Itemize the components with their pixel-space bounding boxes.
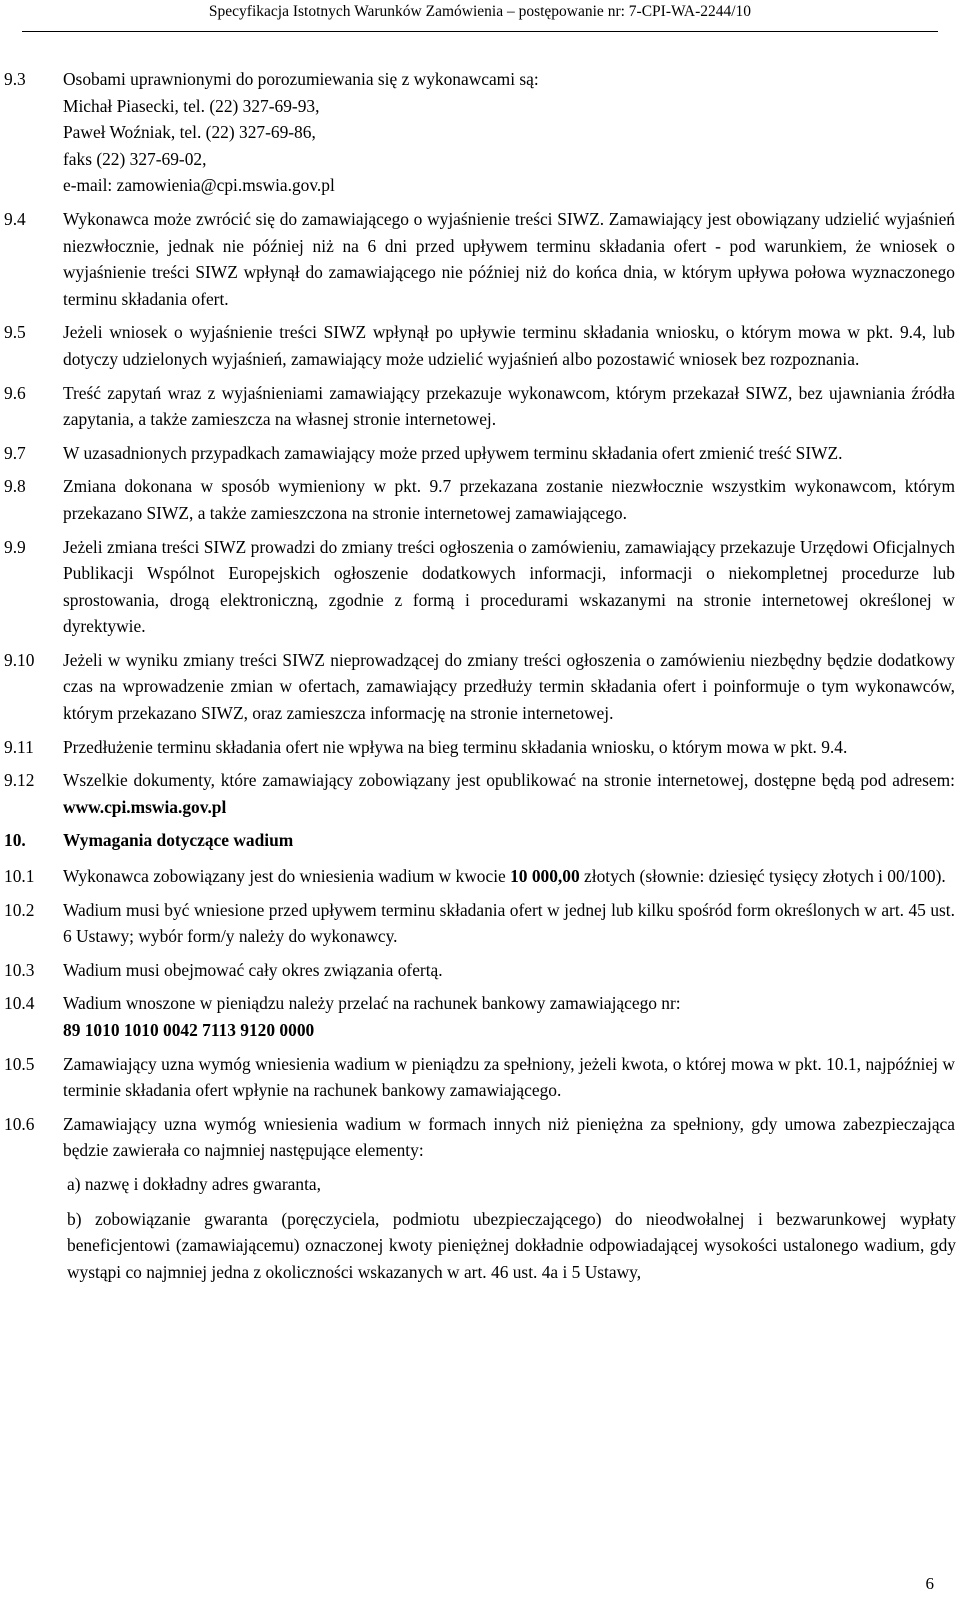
- section-text: Zamawiający uzna wymóg wniesienia wadium w formach innych niż pieniężna za spełniony, gdy umowa zabezpieczająca będzie zawierała co najmniej następujące elementy:: [63, 1113, 955, 1161]
- section-number: 9.7: [4, 442, 26, 463]
- section-text-main: Wadium wnoszone w pieniądzu należy przelać na rachunek bankowy zamawiającego nr:: [63, 993, 681, 1014]
- section-text: Jeżeli wniosek o wyjaśnienie treści SIWZ wpłynął po upływie terminu składania wniosku, o którym mowa w pkt. 9.4, lub dotyczy udzielonych wyjaśnień, zamawiający może udzielić wyjaśnień albo pozostawić wniosek bez rozpoznania.: [63, 322, 955, 369]
- section-text: Przedłużenie terminu składania ofert nie wpływa na bieg terminu składania wniosku, o którym mowa w pkt. 9.4.: [63, 736, 848, 757]
- bank-account-number: 89 1010 1010 0042 7113 9120 0000: [63, 1020, 315, 1040]
- section-text: [63, 863, 955, 890]
- section-text: Wykonawca może zwrócić się do zamawiającego o wyjaśnienie treści SIWZ. Zamawiający jest obowiązany udzielić wyjaśnień niezwłocznie, jednak nie później niż na 6 dni przed upływem terminu składania ofert - pod warunkiem, że wniosek o wyjaśnienie treści SIWZ wpłynął do zamawiającego nie później niż do końca dnia, w którym upływa połowa wyznaczonego terminu składania ofert.: [63, 208, 955, 309]
- section-text: W uzasadnionych przypadkach zamawiający może przed upływem terminu składania ofert zmienić treść SIWZ.: [63, 442, 843, 463]
- section-9-12: [4, 767, 956, 820]
- section-text: [63, 767, 955, 820]
- section-number: 10.2: [4, 899, 35, 920]
- contact-person-2: Paweł Woźniak, tel. (22) 327-69-86,: [63, 122, 316, 143]
- list-item-a: a) nazwę i dokładny adres gwaranta,: [67, 1173, 321, 1194]
- section-text: Jeżeli w wyniku zmiany treści SIWZ nieprowadzącej do zmiany treści ogłoszenia o zamówieniu niezbędny będzie dodatkowy czas na wprowadzenie zmian w ofertach, zamawiający przedłuży termin składania ofert i poinformuje o tym wykonawców, którym przekazano SIWZ, oraz zamieszcza informację na stronie internetowej.: [63, 649, 955, 724]
- section-10-heading: [4, 827, 956, 854]
- section-number: 9.4: [4, 208, 26, 229]
- section-number: 10.5: [4, 1053, 35, 1074]
- section-text: Zamawiający uzna wymóg wniesienia wadium w pieniądzu za spełniony, jeżeli kwota, o której mowa w pkt. 10.1, najpóźniej w terminie składania ofert wpłynie na rachunek bankowy zamawiającego.: [63, 1053, 955, 1101]
- section-text-main: Wszelkie dokumenty, które zamawiający zobowiązany jest opublikować na stronie internetowej, dostępne będą pod adresem:: [63, 770, 955, 791]
- section-text: Wadium musi obejmować cały okres związania ofertą.: [63, 959, 443, 980]
- section-title: Wymagania dotyczące wadium: [63, 830, 294, 851]
- section-number: 9.6: [4, 382, 26, 403]
- section-number: 9.8: [4, 476, 26, 497]
- section-10-5: [4, 1051, 956, 1104]
- section-9-4: [4, 206, 956, 312]
- section-number: 9.12: [4, 770, 35, 791]
- section-10-1: [4, 863, 956, 890]
- section-10-3: [4, 957, 956, 984]
- section-text-a: Wykonawca zobowiązany jest do wniesienia wadium w kwocie: [63, 866, 511, 887]
- section-text: Zmiana dokonana w sposób wymieniony w pkt. 9.7 przekazana zostanie niezwłocznie wszystkim wykonawcom, którym przekazano SIWZ, a także zamieszczona na stronie internetowej zamawiającego.: [63, 476, 955, 523]
- section-9-5: [4, 319, 956, 372]
- contact-intro: Osobami uprawnionymi do porozumiewania się z wykonawcami są:: [63, 69, 539, 89]
- section-text: [63, 990, 955, 1043]
- section-text: Jeżeli zmiana treści SIWZ prowadzi do zmiany treści ogłoszenia o zamówieniu, zamawiający przekazuje Urzędowi Oficjalnych Publikacji Wspólnot Europejskich ogłoszenie dodatkowych informacji, informacji o niekompletnej procedurze lub sprostowania, drogą elektroniczną, zgodnie z formą i procedurami wskazanymi na stronie internetowej określonej w dyrektywie.: [63, 536, 955, 637]
- contact-fax: faks (22) 327-69-02,: [63, 148, 207, 169]
- section-10-6: [4, 1111, 956, 1164]
- section-text: Wadium musi być wniesione przed upływem terminu składania ofert w jednej lub kilku spośród form określonych w art. 45 ust. 6 Ustawy; wybór form/y należy do wykonawcy.: [63, 899, 955, 947]
- section-text-b: złotych (słownie: dziesięć tysięcy złotych i 00/100).: [579, 866, 946, 887]
- contact-person-1: Michał Piasecki, tel. (22) 327-69-93,: [63, 95, 320, 116]
- header-rule: [22, 31, 938, 32]
- section-9-7: [4, 440, 956, 467]
- section-number: 10.4: [4, 993, 35, 1014]
- wadium-amount: 10 000,00: [510, 866, 580, 887]
- section-number: 10.1: [4, 866, 35, 887]
- section-10-2: [4, 897, 956, 950]
- section-number: 10.: [4, 830, 26, 851]
- section-9-6: [4, 380, 956, 433]
- section-number: 9.5: [4, 322, 26, 343]
- section-9-3: [4, 66, 956, 199]
- section-number: 9.3: [4, 69, 26, 89]
- section-text: Treść zapytań wraz z wyjaśnieniami zamawiający przekazuje wykonawcom, którym przekazał SIWZ, bez ujawniania źródła zapytania, a także zamieszcza na własnej stronie internetowej.: [63, 382, 955, 430]
- section-number: 9.11: [4, 736, 34, 757]
- running-header: Specyfikacja Istotnych Warunków Zamówienia – postępowanie nr: 7-CPI-WA-2244/10: [208, 3, 752, 20]
- list-item-b: b) zobowiązanie gwaranta (poręczyciela, podmiotu ubezpieczającego) do nieodwołalnej i bezwarunkowej wypłaty beneficjentowi (zamawiającemu) oznaczonej kwoty pieniężnej dokładnie odpowiadającej wysokości ustalonego wadium, gdy wystąpi co najmniej jedna z okoliczności wskazanych w art. 46 ust. 4a i 5 Ustawy,: [67, 1208, 956, 1282]
- section-10-4: [4, 990, 956, 1043]
- page-number: 6: [925, 1574, 934, 1593]
- section-9-8: [4, 473, 956, 526]
- section-number: 9.9: [4, 536, 26, 557]
- section-number: 10.6: [4, 1113, 35, 1134]
- website-link[interactable]: www.cpi.mswia.gov.pl: [63, 796, 227, 817]
- section-9-10: [4, 647, 956, 727]
- section-number: 10.3: [4, 959, 35, 980]
- section-number: 9.10: [4, 649, 35, 670]
- contact-email: e-mail: zamowienia@cpi.mswia.gov.pl: [63, 175, 335, 196]
- section-text: [63, 66, 955, 199]
- document-body: [4, 66, 956, 1293]
- section-9-11: [4, 734, 956, 761]
- section-9-9: [4, 534, 956, 640]
